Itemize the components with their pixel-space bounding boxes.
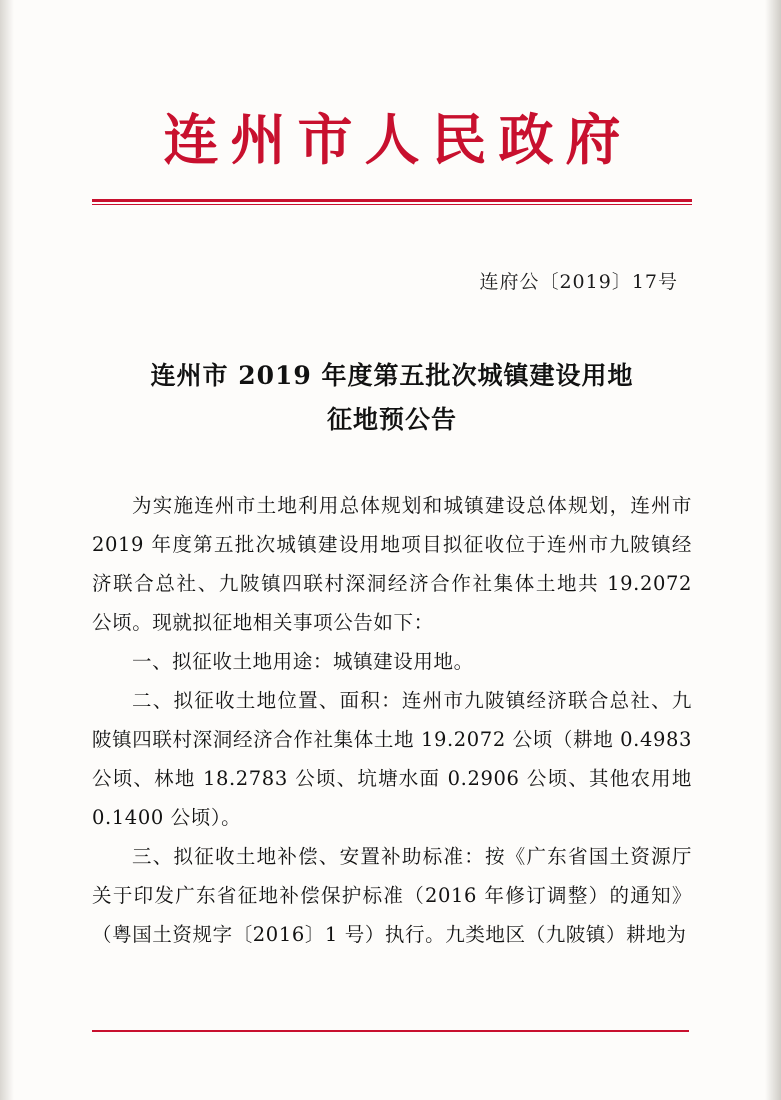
page-title-line-1: 连州市 2019 年度第五批次城镇建设用地: [150, 361, 634, 391]
paragraph-item-3: 三、拟征收土地补偿、安置补助标准：按《广东省国土资源厅关于印发广东省征地补偿保护标准（2016 年修订调整）的通知》（粤国土资规字〔2016〕1 号）执行。九类地区（九陂镇）耕地为: [92, 844, 692, 946]
header-divider-thick: [92, 199, 692, 202]
paragraph-item-1: 一、拟征收土地用途：城镇建设用地。: [131, 649, 474, 673]
page-title: [92, 354, 692, 442]
paragraph-intro: 为实施连州市土地利用总体规划和城镇建设总体规划，连州市 2019 年度第五批次城镇建设用地项目拟征收位于连州市九陂镇经济联合总社、九陂镇四联村深洞经济合作社集体土地共 19.2072 公顷。现就拟征地相关事项公告如下：: [92, 493, 692, 634]
header-divider-thin: [92, 204, 692, 205]
document-content: [92, 486, 692, 954]
letterhead-title: 连州市人民政府: [163, 107, 633, 172]
footer-divider-line: [92, 1030, 689, 1032]
document-body: [92, 0, 692, 954]
header-divider: [92, 199, 692, 207]
paragraph-item-2: 二、拟征收土地位置、面积：连州市九陂镇经济联合总社、九陂镇四联村深洞经济合作社集体土地 19.2072 公顷（耕地 0.4983 公顷、林地 18.2783 公顷、坑塘水面 0.2906 公顷、其他农用地 0.1400 公顷）。: [92, 688, 692, 829]
document-number: 连府公〔2019〕17号: [479, 271, 678, 294]
page-title-line-2: 征地预公告: [326, 405, 457, 434]
footer-divider: [92, 1030, 689, 1034]
